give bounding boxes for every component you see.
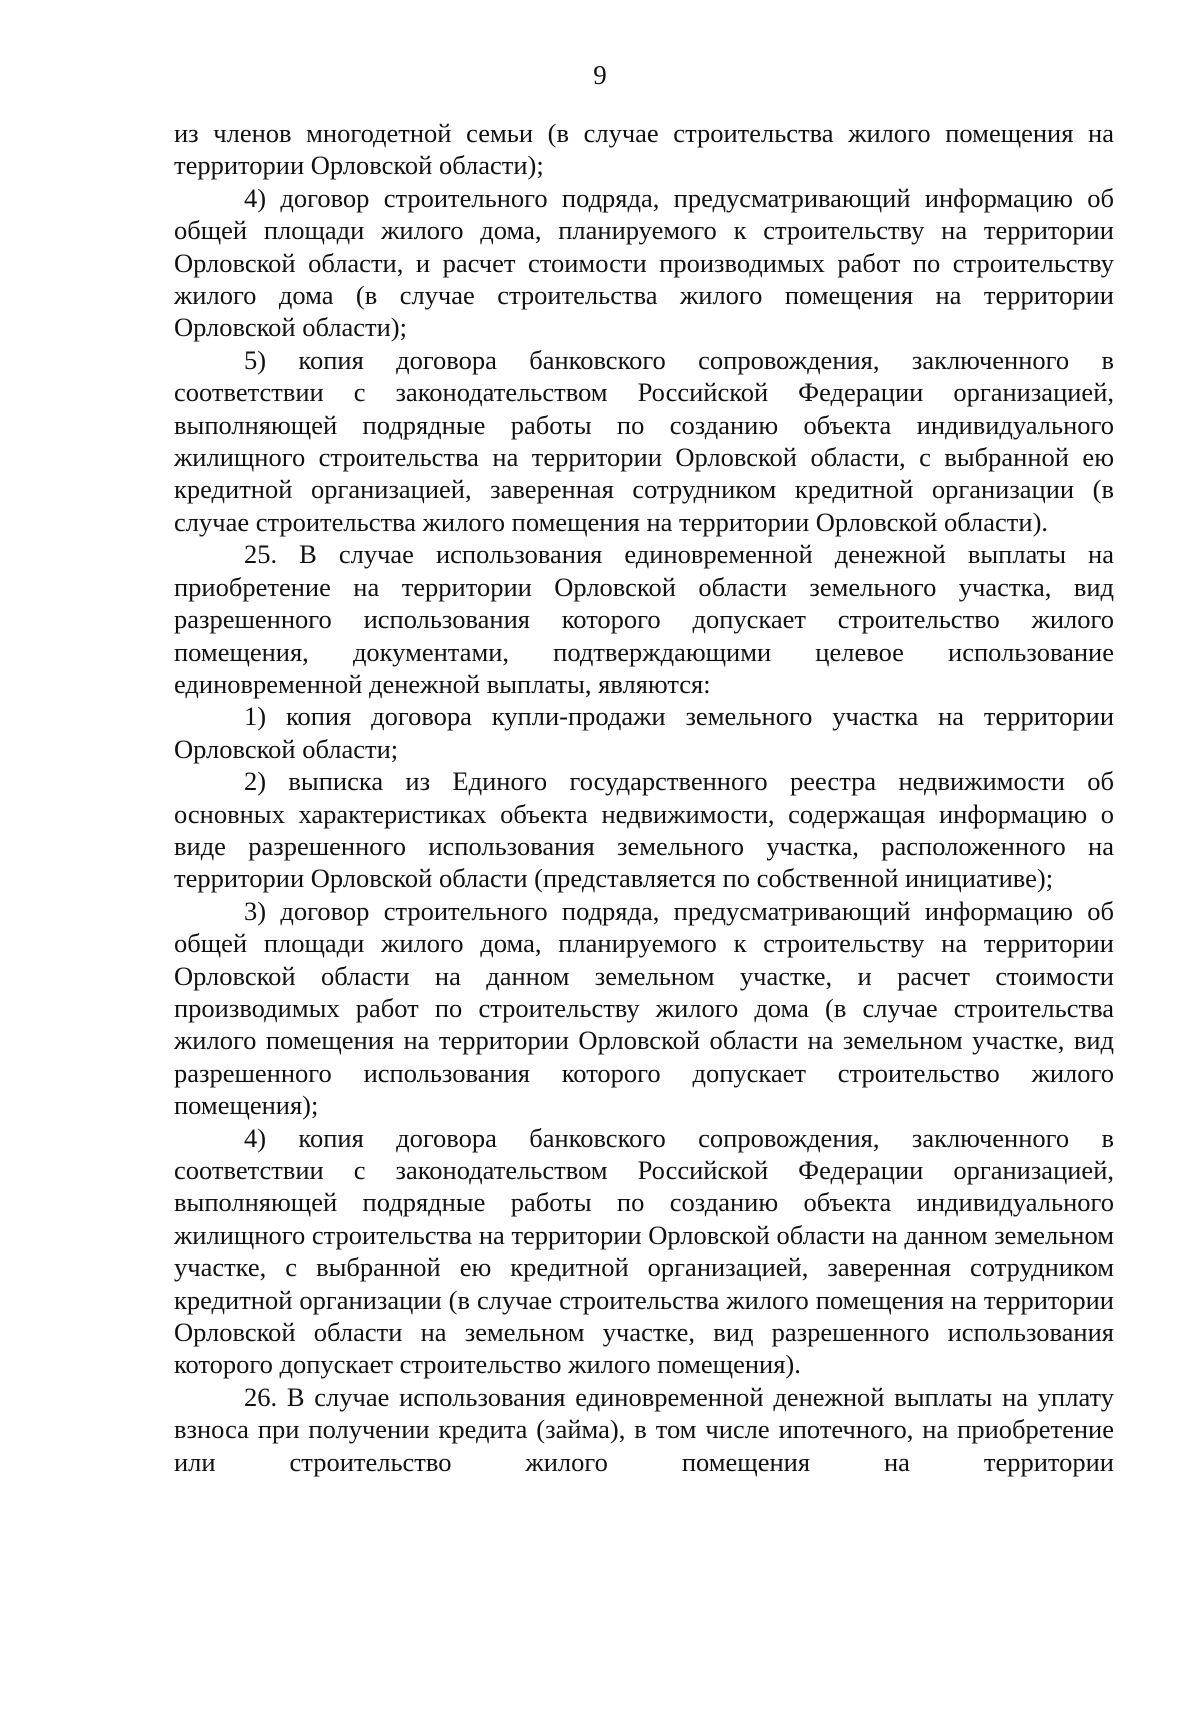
page-number: 9 xyxy=(593,60,607,90)
paragraph-clause-25-item-2: 2) выписка из Единого государственного реестра недвижимости об основных характеристиках объекта недвижимости, содержащая информацию о виде разрешенного использования земельного участка, расположенного на территории Орловской области (представляется по собственной инициативе); xyxy=(174,766,1114,894)
paragraph-continuation: из членов многодетной семьи (в случае строительства жилого помещения на территории Орловской области); xyxy=(174,118,1114,181)
paragraph-clause-25-item-3: 3) договор строительного подряда, предусматривающий информацию об общей площади жилого дома, планируемого к строительству на территории Орловской области на данном земельном участке, и расчет стоимости производимых работ по строительству жилого дома (в случае строительства жилого помещения на территории Орловской области на земельном участке, вид разрешенного использования которого допускает строительство жилого помещения); xyxy=(174,895,1114,1121)
paragraph-clause-25-item-1: 1) копия договора купли-продажи земельного участка на территории Орловской области; xyxy=(174,701,1114,764)
paragraph-clause-26: 26. В случае использования единовременной денежной выплаты на уплату взноса при получении кредита (займа), в том числе ипотечного, на приобретение или строительство жилого помещения на территории xyxy=(174,1381,1114,1477)
paragraph-clause-25-item-4: 4) копия договора банковского сопровождения, заключенного в соответствии с законодательством Российской Федерации организацией, выполняющей подрядные работы по созданию объекта индивидуального жилищного строительства на территории Орловской области на данном земельном участке, с выбранной ею кредитной организацией, заверенная сотрудником кредитной организации (в случае строительства жилого помещения на территории Орловской области на земельном участке, вид разрешенного использования которого допускает строительство жилого помещения). xyxy=(174,1122,1114,1380)
document-body xyxy=(174,117,1114,1478)
paragraph-item-4-construction-contract: 4) договор строительного подряда, предусматривающий информацию об общей площади жилого дома, планируемого к строительству на территории Орловской области, и расчет стоимости производимых работ по строительству жилого дома (в случае строительства жилого помещения на территории Орловской области); xyxy=(174,182,1114,343)
paragraph-item-5-bank-escort-contract: 5) копия договора банковского сопровождения, заключенного в соответствии с законодательством Российской Федерации организацией, выполняющей подрядные работы по созданию объекта индивидуального жилищного строительства на территории Орловской области, с выбранной ею кредитной организацией, заверенная сотрудником кредитной организации (в случае строительства жилого помещения на территории Орловской области). xyxy=(174,344,1114,537)
paragraph-clause-25: 25. В случае использования единовременной денежной выплаты на приобретение на территории Орловской области земельного участка, вид разрешенного использования которого допускает строительство жилого помещения, документами, подтверждающими целевое использование единовременной денежной выплаты, являются: xyxy=(174,539,1114,699)
